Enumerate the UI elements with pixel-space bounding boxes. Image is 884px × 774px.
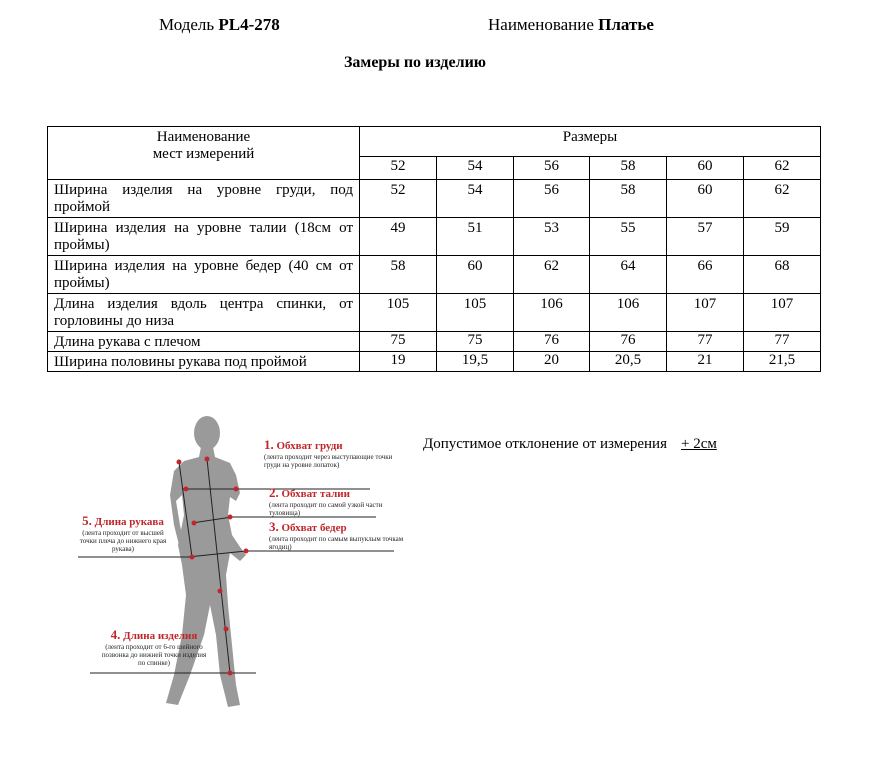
cell-value: 68 xyxy=(744,256,821,294)
cell-value: 76 xyxy=(590,332,667,352)
row-name: Ширина изделия на уровне бедер (40 см от проймы) xyxy=(48,256,360,294)
cell-value: 20 xyxy=(514,352,590,372)
label-bust xyxy=(264,437,404,469)
cell-value: 107 xyxy=(744,294,821,332)
cell-value: 77 xyxy=(667,332,744,352)
table-row xyxy=(48,218,821,256)
table-row xyxy=(48,294,821,332)
cell-value: 62 xyxy=(744,180,821,218)
cell-value: 105 xyxy=(360,294,437,332)
cell-value: 54 xyxy=(437,180,514,218)
product-name-line xyxy=(488,15,654,35)
product-name-value: Платье xyxy=(598,15,654,34)
cell-value: 53 xyxy=(514,218,590,256)
cell-value: 21 xyxy=(667,352,744,372)
cell-value: 58 xyxy=(360,256,437,294)
cell-value: 106 xyxy=(514,294,590,332)
tolerance-text: Допустимое отклонение от измерения xyxy=(423,436,667,452)
label-bust-title: Обхват груди xyxy=(276,440,343,452)
cell-value: 19 xyxy=(360,352,437,372)
cell-value: 56 xyxy=(514,180,590,218)
cell-value: 60 xyxy=(437,256,514,294)
label-sleeve-number: 5. xyxy=(82,513,92,528)
cell-value: 59 xyxy=(744,218,821,256)
size-header: 62 xyxy=(744,157,821,180)
label-waist xyxy=(269,485,389,517)
cell-value: 49 xyxy=(360,218,437,256)
measurement-diagram xyxy=(70,405,410,715)
cell-value: 107 xyxy=(667,294,744,332)
cell-value: 60 xyxy=(667,180,744,218)
tolerance-note xyxy=(423,436,717,453)
cell-value: 62 xyxy=(514,256,590,294)
cell-value: 20,5 xyxy=(590,352,667,372)
label-hips xyxy=(269,519,409,551)
cell-value: 64 xyxy=(590,256,667,294)
label-length xyxy=(98,627,210,667)
table-row xyxy=(48,332,821,352)
cell-value: 66 xyxy=(667,256,744,294)
size-header: 58 xyxy=(590,157,667,180)
tolerance-value: + 2см xyxy=(680,436,717,452)
label-waist-number: 2. xyxy=(269,485,279,500)
table-row xyxy=(48,352,821,372)
page-title: Замеры по изделию xyxy=(343,54,487,71)
table-row xyxy=(48,180,821,218)
cell-value: 55 xyxy=(590,218,667,256)
cell-value: 75 xyxy=(437,332,514,352)
table-header-row xyxy=(48,127,821,157)
row-name: Ширина изделия на уровне груди, под проймой xyxy=(48,180,360,218)
product-name-label: Наименование xyxy=(488,15,594,34)
row-name: Ширина изделия на уровне талии (18см от проймы) xyxy=(48,218,360,256)
size-header: 54 xyxy=(437,157,514,180)
label-sleeve-desc: (лента проходит от высшей точки плеча до нижнего края рукава) xyxy=(79,529,167,553)
label-bust-number: 1. xyxy=(264,437,274,452)
row-name: Длина изделия вдоль центра спинки, от горловины до низа xyxy=(48,294,360,332)
label-sleeve-title: Длина рукава xyxy=(94,516,164,528)
header-name-line1: Наименование xyxy=(156,129,251,145)
size-header: 56 xyxy=(514,157,590,180)
column-header-sizes: Размеры xyxy=(360,127,821,157)
cell-value: 21,5 xyxy=(744,352,821,372)
label-length-desc: (лента проходит от 6-го шейного позвонка до нижней точки изделия по спинке) xyxy=(101,643,207,667)
measurements-table xyxy=(47,126,821,372)
label-length-number: 4. xyxy=(110,627,121,642)
label-hips-desc: (лента проходит по самым выпуклым точкам ягодиц) xyxy=(269,535,404,551)
cell-value: 51 xyxy=(437,218,514,256)
cell-value: 19,5 xyxy=(437,352,514,372)
table-row xyxy=(48,256,821,294)
model-line xyxy=(159,15,280,35)
label-hips-title: Обхват бедер xyxy=(281,522,347,534)
row-name: Ширина половины рукава под проймой xyxy=(48,352,360,372)
cell-value: 77 xyxy=(744,332,821,352)
model-label: Модель xyxy=(159,15,215,34)
cell-value: 76 xyxy=(514,332,590,352)
label-waist-title: Обхват талии xyxy=(281,488,350,500)
label-waist-desc: (лента проходит по самой узкой части туловища) xyxy=(269,501,383,517)
row-name: Длина рукава с плечом xyxy=(48,332,360,352)
cell-value: 58 xyxy=(590,180,667,218)
cell-value: 57 xyxy=(667,218,744,256)
label-hips-number: 3. xyxy=(269,519,279,534)
column-header-name xyxy=(48,127,360,180)
size-header: 52 xyxy=(360,157,437,180)
cell-value: 106 xyxy=(590,294,667,332)
cell-value: 105 xyxy=(437,294,514,332)
size-header: 60 xyxy=(667,157,744,180)
header-name-line2: мест измерений xyxy=(152,146,255,162)
cell-value: 75 xyxy=(360,332,437,352)
model-value: PL4-278 xyxy=(218,15,280,34)
label-sleeve xyxy=(78,513,168,553)
cell-value: 52 xyxy=(360,180,437,218)
label-bust-desc: (лента проходит через выступающие точки груди на уровне лопаток) xyxy=(264,453,393,469)
label-length-title: Длина изделия xyxy=(123,630,198,642)
